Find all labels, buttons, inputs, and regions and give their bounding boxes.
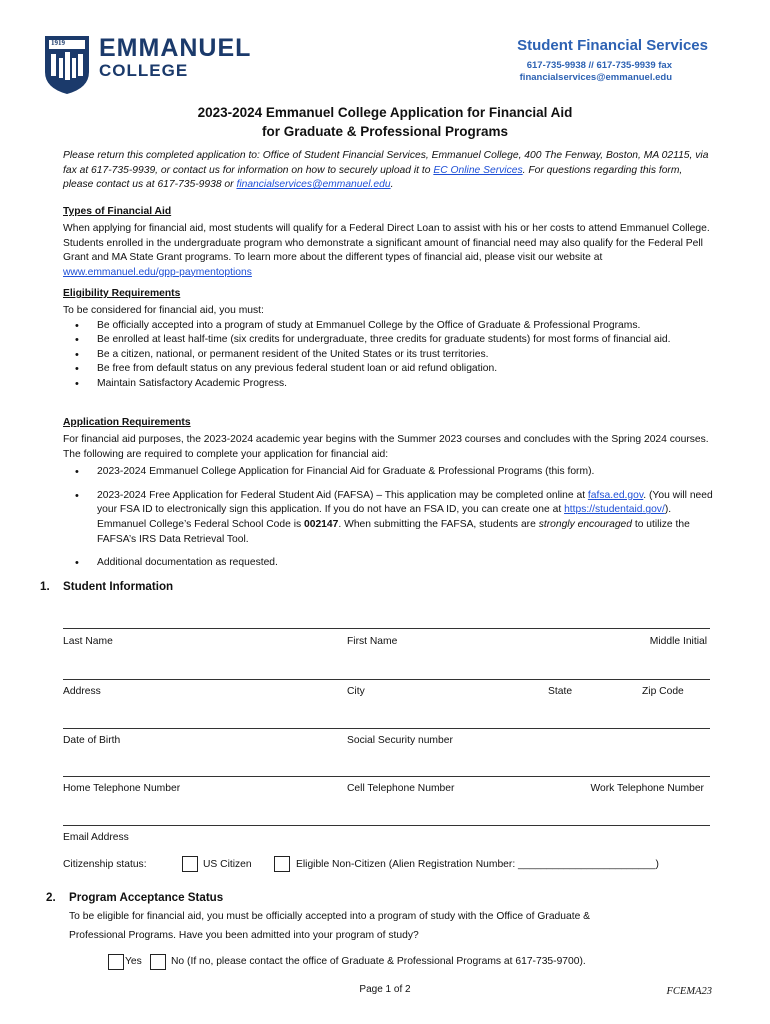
types-heading: Types of Financial Aid xyxy=(63,206,172,217)
work-phone-label: Work Telephone Number xyxy=(590,783,704,794)
dob-label: Date of Birth xyxy=(63,735,121,746)
application-heading: Application Requirements xyxy=(63,417,191,428)
intro-text-c: . xyxy=(390,179,394,191)
program-line1: To be eligible for financial aid, you must be officially accepted into a program of study with the Office of Graduate & xyxy=(69,911,591,922)
intro-text-b: . For questions regarding this form, please contact us at 617-735-9938 or xyxy=(63,164,683,191)
eligibility-item: • Be a citizen, national, or permanent resident of the United States or its trust territories. xyxy=(97,348,713,363)
fafsa-emphasis: strongly encouraged xyxy=(538,518,632,530)
fafsa-text-c: ). Emmanuel College’s Federal School Code is xyxy=(97,504,672,530)
application-section xyxy=(63,433,713,571)
types-paragraph xyxy=(63,222,713,280)
eligibility-section xyxy=(63,304,713,392)
phone-line[interactable] xyxy=(63,776,710,777)
logo-wordmark-college: COLLEGE xyxy=(99,61,189,80)
federal-school-code: 002147 xyxy=(304,518,339,530)
section-2-number: 2. xyxy=(46,891,56,904)
fafsa-text-e: to utilize the FAFSA’s IRS Data Retrieval Tool. xyxy=(97,518,690,545)
eligibility-list xyxy=(63,319,713,392)
citizenship-label: Citizenship status: xyxy=(63,859,147,870)
city-label: City xyxy=(347,686,365,697)
logo-year: 1919 xyxy=(51,39,65,47)
eligibility-item: • Maintain Satisfactory Academic Progress. xyxy=(97,377,713,392)
no-checkbox[interactable] xyxy=(150,954,166,970)
intro-text-a: Please return this completed application to: Office of Student Financial Services, Emmanuel College, 400 The Fenway, Boston, MA 02115, via fax at 617-735-9939, or contact us for information on how to securely upload it to xyxy=(63,150,709,176)
office-title: Student Financial Services xyxy=(517,37,708,54)
middle-initial-label: Middle Initial xyxy=(649,636,707,647)
email-line[interactable] xyxy=(63,825,710,826)
office-phone-fax: 617-735-9938 // 617-735-9939 fax xyxy=(526,60,672,71)
office-email: financialservices@emmanuel.edu xyxy=(519,72,672,83)
state-label: State xyxy=(548,686,573,697)
no-label: No (If no, please contact the office of Graduate & Professional Programs at 617-735-9700). xyxy=(171,956,586,967)
first-name-label: First Name xyxy=(347,636,398,647)
email-label: Email Address xyxy=(63,832,129,843)
document-title-line2: for Graduate & Professional Programs xyxy=(261,124,509,139)
types-text: When applying for financial aid, most students will qualify for a Federal Direct Loan to assist with his or her costs to attend Emmanuel College. Students enrolled in the undergraduate program who demonstrate a significant amount of financial need may also qualify for the Federal Pell Grant and MA State Grant programs. To learn more about the different types of financial aid, please visit our website at xyxy=(63,223,710,264)
address-label: Address xyxy=(63,686,101,697)
fafsa-link[interactable]: fafsa.ed.gov xyxy=(587,489,644,501)
cell-phone-label: Cell Telephone Number xyxy=(347,783,455,794)
zip-code-label: Zip Code xyxy=(642,686,684,697)
gpp-paymentoptions-link[interactable]: www.emmanuel.edu/gpp-paymentoptions xyxy=(63,266,252,278)
eligibility-lead: To be considered for financial aid, you must: xyxy=(63,305,264,316)
dob-ssn-line[interactable] xyxy=(63,728,710,729)
us-citizen-label: US Citizen xyxy=(203,859,252,870)
form-code: FCEMA23 xyxy=(666,986,712,997)
eligible-non-citizen-label: Eligible Non-Citizen (Alien Registration Number: ________________________) xyxy=(296,859,659,870)
eligible-non-citizen-checkbox[interactable] xyxy=(274,856,290,872)
page-number: Page 1 of 2 xyxy=(359,984,411,995)
fafsa-text-b: . (You will need your FSA ID to electronically sign this application. If you do not have an FSA ID, you can create one at xyxy=(97,489,713,516)
section-1-heading: Student Information xyxy=(63,580,174,593)
application-list xyxy=(63,465,713,571)
studentaid-link[interactable]: https://studentaid.gov/ xyxy=(564,504,665,516)
home-phone-label: Home Telephone Number xyxy=(63,783,181,794)
last-name-label: Last Name xyxy=(63,636,113,647)
yes-label: Yes xyxy=(125,956,142,967)
eligibility-heading: Eligibility Requirements xyxy=(63,288,181,299)
section-2-heading: Program Acceptance Status xyxy=(69,891,224,904)
ec-online-services-link[interactable]: EC Online Services xyxy=(433,164,523,176)
ssn-label: Social Security number xyxy=(347,735,453,746)
eligibility-item: • Be free from default status on any previous federal student loan or aid refund obligation. xyxy=(97,362,713,377)
us-citizen-checkbox[interactable] xyxy=(182,856,198,872)
section-1-number: 1. xyxy=(40,580,50,593)
address-line[interactable] xyxy=(63,679,710,680)
eligibility-item: • Be officially accepted into a program of study at Emmanuel College by the Office of Graduate & Professional Programs. xyxy=(97,319,713,334)
yes-checkbox[interactable] xyxy=(108,954,124,970)
application-item: • Additional documentation as requested. xyxy=(97,556,713,571)
name-line[interactable] xyxy=(63,628,710,629)
intro-paragraph xyxy=(63,149,713,193)
logo-wordmark-emmanuel: EMMANUEL xyxy=(99,34,252,62)
program-line2: Professional Programs. Have you been admitted into your program of study? xyxy=(69,930,419,941)
financial-services-email-link[interactable]: financialservices@emmanuel.edu xyxy=(236,179,391,191)
fafsa-text-a: 2023-2024 Free Application for Federal Student Aid (FAFSA) – This application may be completed online at xyxy=(97,489,588,501)
document-title-line1: 2023-2024 Emmanuel College Application for Financial Aid xyxy=(197,105,573,120)
application-item: • 2023-2024 Emmanuel College Application for Financial Aid for Graduate & Professional Programs (this form). xyxy=(97,465,713,480)
application-lead: For financial aid purposes, the 2023-2024 academic year begins with the Summer 2023 courses and concludes with the Spring 2024 courses. The following are required to complete your application for financial aid: xyxy=(63,434,709,460)
application-item-fafsa xyxy=(97,489,713,547)
fafsa-text-d: . When submitting the FAFSA, students are xyxy=(338,518,539,530)
eligibility-item: • Be enrolled at least half-time (six credits for undergraduate, three credits for graduate students) for most forms of financial aid. xyxy=(97,333,713,348)
